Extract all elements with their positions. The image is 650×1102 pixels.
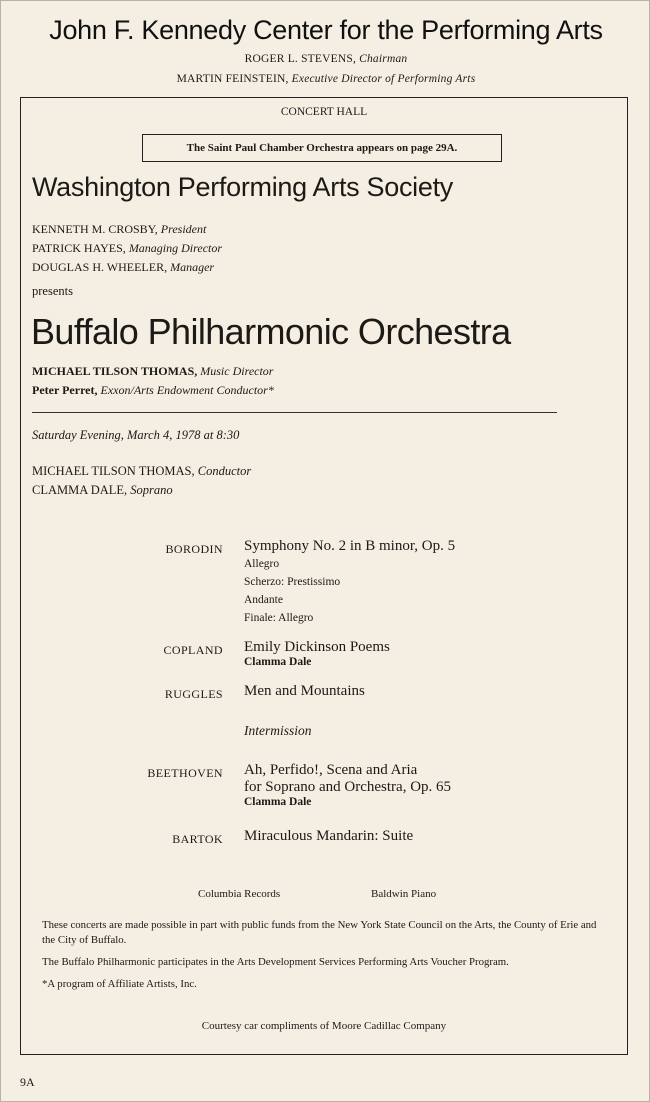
orchestra-directors bbox=[32, 362, 274, 400]
composer-name: COPLAND bbox=[163, 643, 223, 657]
performers-list bbox=[32, 462, 251, 500]
performer-item bbox=[32, 462, 251, 481]
venue-title: John F. Kennedy Center for the Performing Arts bbox=[49, 15, 603, 45]
composer-name: BARTOK bbox=[172, 832, 223, 846]
director-name: MARTIN FEINSTEIN, bbox=[176, 73, 289, 85]
staff-name: PATRICK HAYES, bbox=[32, 241, 126, 255]
work-title: Miraculous Mandarin: Suite bbox=[244, 828, 414, 844]
work-block bbox=[244, 639, 390, 668]
work-title: Symphony No. 2 in B minor, Op. 5 bbox=[244, 538, 456, 554]
soloist-name: Clamma Dale bbox=[244, 656, 312, 668]
director-role: Music Director bbox=[200, 364, 274, 378]
staff-role: President bbox=[160, 222, 207, 236]
affiliate-note: *A program of Affiliate Artists, Inc. bbox=[42, 978, 197, 990]
voucher-note: The Buffalo Philharmonic participates in the Arts Development Services Performing Arts Voucher Program. bbox=[42, 956, 509, 968]
chairman-line bbox=[1, 53, 650, 65]
performer-name: CLAMMA DALE, bbox=[32, 483, 128, 497]
work-block bbox=[244, 762, 451, 808]
staff-item bbox=[32, 220, 222, 239]
performer-name: MICHAEL TILSON THOMAS, bbox=[32, 464, 195, 478]
director-line bbox=[1, 73, 650, 85]
program-box bbox=[20, 97, 628, 1055]
composer-name: BEETHOVEN bbox=[147, 766, 223, 780]
divider bbox=[32, 412, 557, 413]
performer-role: Conductor bbox=[197, 464, 252, 478]
director-name: Peter Perret, bbox=[32, 383, 98, 397]
work-title: Men and Mountains bbox=[244, 683, 365, 699]
movement: Allegro bbox=[244, 558, 280, 570]
movement: Finale: Allegro bbox=[244, 612, 314, 624]
chairman-role: Chairman bbox=[359, 53, 408, 65]
performer-role: Soprano bbox=[130, 483, 173, 497]
records-credit: Columbia Records bbox=[198, 888, 281, 900]
chairman-name: ROGER L. STEVENS, bbox=[244, 53, 357, 65]
work-title: Emily Dickinson Poems bbox=[244, 639, 390, 655]
soloist-name: Clamma Dale bbox=[244, 796, 312, 808]
footnotes bbox=[42, 918, 612, 999]
performer-item bbox=[32, 481, 251, 500]
work-title: Ah, Perfido!, Scena and Aria bbox=[244, 762, 418, 778]
director-role: Executive Director of Performing Arts bbox=[291, 73, 476, 85]
movement: Scherzo: Prestissimo bbox=[244, 576, 341, 588]
courtesy-note: Courtesy car compliments of Moore Cadillac Company bbox=[201, 1020, 447, 1032]
director-item bbox=[32, 362, 274, 381]
staff-item bbox=[32, 239, 222, 258]
orchestra-title: Buffalo Philharmonic Orchestra bbox=[31, 311, 511, 352]
composer-name: RUGGLES bbox=[164, 687, 223, 701]
intermission-label: Intermission bbox=[244, 723, 312, 738]
staff-name: DOUGLAS H. WHEELER, bbox=[32, 260, 168, 274]
society-staff-list bbox=[32, 220, 222, 277]
composer-name: BORODIN bbox=[165, 542, 223, 556]
staff-name: KENNETH M. CROSBY, bbox=[32, 222, 158, 236]
presents-label: presents bbox=[32, 284, 73, 298]
funding-note: These concerts are made possible in part with public funds from the New York State Council on the Arts, the County of Erie and the City of Buffalo. bbox=[42, 919, 597, 946]
staff-role: Manager bbox=[170, 260, 215, 274]
concert-date: Saturday Evening, March 4, 1978 at 8:30 bbox=[32, 428, 240, 442]
notice-box: The Saint Paul Chamber Orchestra appears on page 29A. bbox=[142, 134, 502, 162]
hall-label: CONCERT HALL bbox=[280, 106, 368, 118]
director-role: Exxon/Arts Endowment Conductor* bbox=[100, 383, 274, 397]
society-title: Washington Performing Arts Society bbox=[32, 172, 453, 202]
work-subtitle: for Soprano and Orchestra, Op. 65 bbox=[244, 779, 452, 795]
work-block bbox=[244, 538, 455, 627]
piano-credit: Baldwin Piano bbox=[371, 888, 437, 900]
director-item bbox=[32, 381, 274, 400]
page-number: 9A bbox=[20, 1075, 35, 1089]
staff-item bbox=[32, 258, 222, 277]
movement: Andante bbox=[244, 594, 283, 606]
staff-role: Managing Director bbox=[128, 241, 223, 255]
director-name: MICHAEL TILSON THOMAS, bbox=[32, 364, 198, 378]
